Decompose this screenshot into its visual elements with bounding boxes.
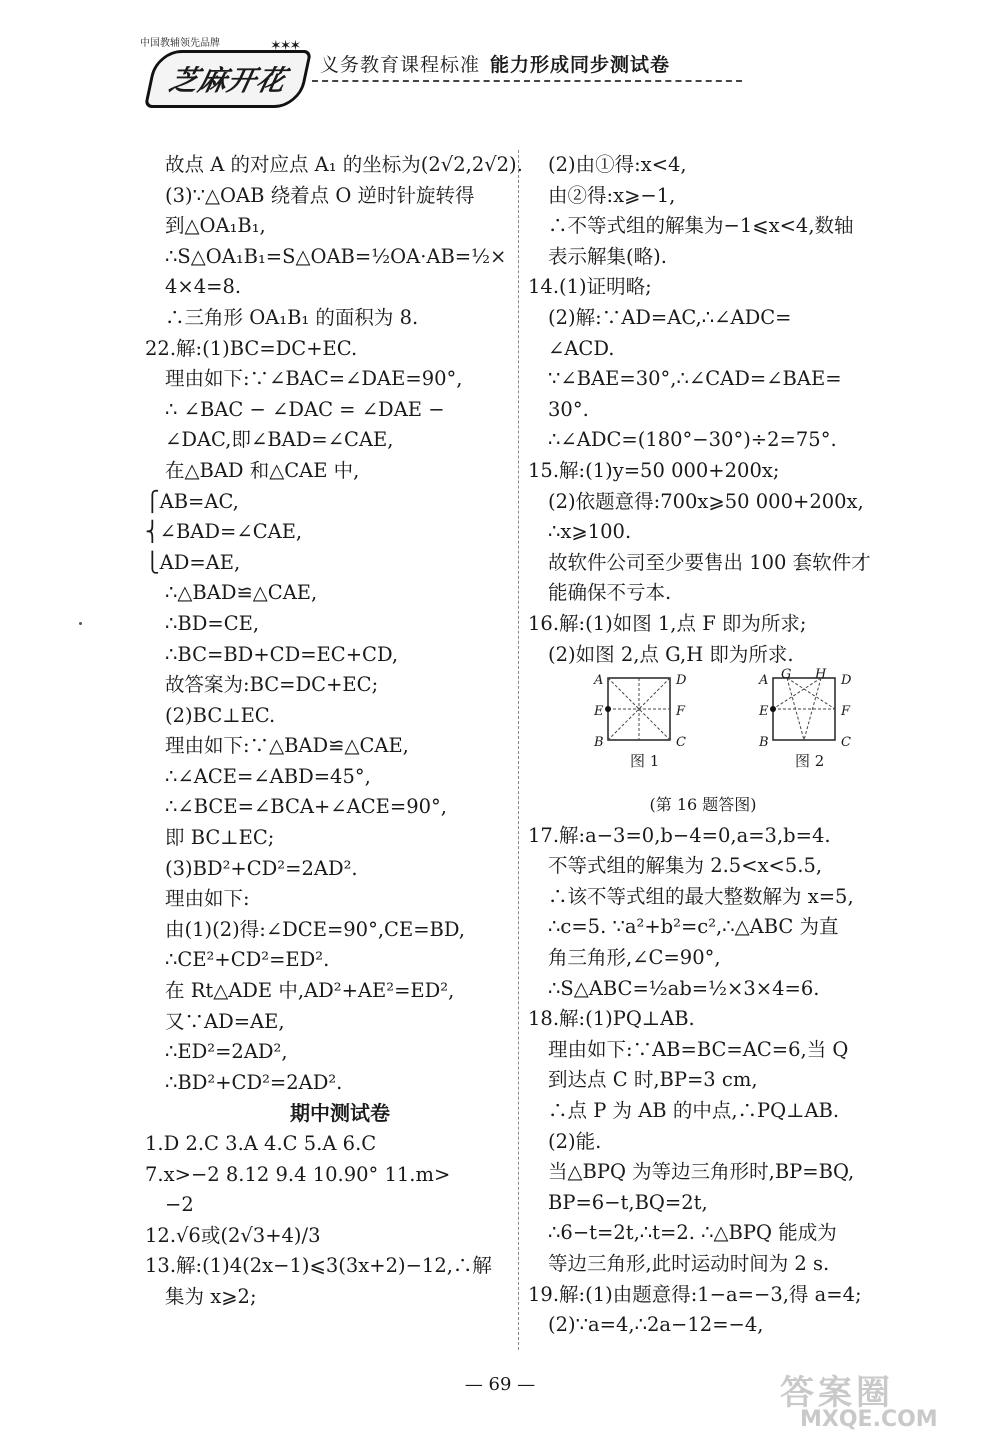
text-line: ∴∠BCE=∠BCA+∠ACE=90°, xyxy=(165,795,447,819)
text-line: ∴BD=CE, xyxy=(165,611,260,635)
figure-2 xyxy=(753,667,863,771)
text-line: ∴CE²+CD²=ED². xyxy=(165,948,330,972)
left-column xyxy=(145,150,523,1313)
text-line: (2)依题意得:700x⩾50 000+200x, xyxy=(548,489,864,513)
text-line: ∠ACD. xyxy=(548,336,615,360)
text-line: ∴∠ADC=(180°−30°)÷2=75°. xyxy=(548,428,837,452)
text-line: 集为 x⩾2; xyxy=(165,1284,257,1308)
text-line: 理由如下:∵∠BAC=∠DAE=90°, xyxy=(165,367,463,391)
text-line: ∴ ∠BAC − ∠DAC = ∠DAE − xyxy=(165,397,445,421)
label-A: A xyxy=(759,673,769,689)
text-line: ∴c=5. ∵a²+b²=c²,∴△ABC 为直 xyxy=(548,915,839,939)
text-line: 13.解:(1)4(2x−1)⩽3(3x+2)−12,∴解 xyxy=(145,1254,492,1278)
text-line: ∵∠BAE=30°,∴∠CAD=∠BAE= xyxy=(548,367,842,391)
text-line: (2)解:∵AD=AC,∴∠ADC= xyxy=(548,305,792,329)
text-line: 即 BC⊥EC; xyxy=(165,826,275,850)
figure-2-caption: 图 2 xyxy=(795,752,825,771)
text-line: 在 Rt△ADE 中,AD²+AE²=ED², xyxy=(165,979,455,1003)
brand-logo xyxy=(140,32,310,110)
text-line: 22.解:(1)BC=DC+EC. xyxy=(145,336,358,360)
watermark-text: 答案圈 xyxy=(780,1373,894,1413)
text-line: ∴6−t=2t,∴t=2. ∴△BPQ 能成为 xyxy=(548,1221,837,1245)
text-line: 故软件公司至少要售出 100 套软件才 xyxy=(548,550,871,574)
watermark xyxy=(780,1365,970,1435)
text-line: ∴S△ABC=½ab=½×3×4=6. xyxy=(548,976,820,1000)
label-D: D xyxy=(841,673,852,689)
brand-tagline: 中国教辅领先品牌 xyxy=(140,38,220,49)
text-line: 理由如下:∵AB=BC=AC=6,当 Q xyxy=(548,1037,849,1061)
text-line: (2)能. xyxy=(548,1129,602,1153)
text-line: 14.(1)证明略; xyxy=(528,275,652,299)
header-rule xyxy=(312,80,742,82)
text-line: 4×4=8. xyxy=(165,275,242,299)
series-title xyxy=(320,50,670,77)
text-line: ∴点 P 为 AB 的中点,∴PQ⊥AB. xyxy=(548,1099,840,1123)
label-D: D xyxy=(676,673,687,689)
label-B: B xyxy=(759,735,769,751)
text-line: 由②得:x⩾−1, xyxy=(548,183,676,207)
text-line: ∴ED²=2AD², xyxy=(165,1040,288,1064)
text-line: ⎧AB=AC, xyxy=(145,489,239,513)
text-line: (3)BD²+CD²=2AD². xyxy=(165,856,358,880)
text-line: 又∵AD=AE, xyxy=(165,1009,285,1033)
text-line: ∠DAC,即∠BAD=∠CAE, xyxy=(165,428,394,452)
text-line: 18.解:(1)PQ⊥AB. xyxy=(528,1007,695,1031)
label-F: F xyxy=(676,704,686,720)
text-line: 到△OA₁B₁, xyxy=(165,214,266,238)
text-line: 故答案为:BC=DC+EC; xyxy=(165,673,379,697)
book-title: 能力形成同步测试卷 xyxy=(490,54,671,76)
figure-1-caption: 图 1 xyxy=(630,752,660,771)
figure-16 xyxy=(558,667,908,790)
text-line: 角三角形,∠C=90°, xyxy=(548,946,721,970)
text-line: 理由如下:∵△BAD≌△CAE, xyxy=(165,734,409,758)
text-line: ⎨∠BAD=∠CAE, xyxy=(145,520,303,544)
text-line: 由(1)(2)得:∠DCE=90°,CE=BD, xyxy=(165,917,466,941)
text-line: ∴不等式组的解集为−1⩽x<4,数轴 xyxy=(548,214,854,238)
text-line: 30°. xyxy=(548,397,589,421)
text-line: 1.D 2.C 3.A 4.C 5.A 6.C xyxy=(145,1132,377,1155)
text-line: −2 xyxy=(165,1193,194,1217)
text-line: 到达点 C 时,BP=3 cm, xyxy=(548,1068,758,1092)
text-line: 表示解集(略). xyxy=(548,244,667,268)
text-line: 19.解:(1)由题意得:1−a=−3,得 a=4; xyxy=(528,1282,862,1306)
text-line: ⎩AD=AE, xyxy=(145,550,241,574)
text-line: ∴∠ACE=∠ABD=45°, xyxy=(165,764,371,788)
stray-dot xyxy=(79,622,82,625)
logo-wordmark: 芝麻开花 xyxy=(144,50,312,108)
text-line: 不等式组的解集为 2.5<x<5.5, xyxy=(548,854,823,878)
text-line: 当△BPQ 为等边三角形时,BP=BQ, xyxy=(548,1160,855,1184)
text-line: (2)由①得:x<4, xyxy=(548,153,687,176)
figure-note: (第 16 题答图) xyxy=(649,795,757,815)
label-A: A xyxy=(594,673,604,689)
label-E: E xyxy=(759,704,769,720)
curriculum-label: 义务教育课程标准 xyxy=(320,54,481,76)
text-line: (2)∵a=4,∴2a−12=−4, xyxy=(548,1313,764,1337)
label-C: C xyxy=(841,735,851,751)
watermark-url: MXQE.COM xyxy=(800,1407,938,1432)
label-H: H xyxy=(815,667,827,683)
label-F: F xyxy=(841,704,851,720)
text-line: ∴BD²+CD²=2AD². xyxy=(165,1070,343,1094)
label-B: B xyxy=(594,735,604,751)
text-line: 12.√6或(2√3+4)/3 xyxy=(145,1223,321,1247)
label-C: C xyxy=(676,735,686,751)
text-line: 15.解:(1)y=50 000+200x; xyxy=(528,458,780,482)
page-number: — 69 — xyxy=(464,1374,536,1395)
text-line: 在△BAD 和△CAE 中, xyxy=(165,458,360,482)
text-line: 等边三角形,此时运动时间为 2 s. xyxy=(548,1252,830,1275)
text-line: ∴该不等式组的最大整数解为 x=5, xyxy=(548,884,854,908)
text-line: 故点 A 的对应点 A₁ 的坐标为(2√2,2√2). xyxy=(165,153,523,176)
label-G: G xyxy=(781,667,792,683)
text-line: (3)∵△OAB 绕着点 O 逆时针旋转得 xyxy=(165,183,475,207)
right-column xyxy=(528,150,908,1341)
text-line: 7.x>−2 8.12 9.4 10.90° 11.m> xyxy=(145,1162,451,1186)
text-line: 17.解:a−3=0,b−4=0,a=3,b=4. xyxy=(528,823,831,847)
text-line: ∴S△OA₁B₁=S△OAB=½OA·AB=½× xyxy=(165,244,507,268)
page-header xyxy=(140,32,740,112)
column-divider xyxy=(518,150,519,1350)
figure-1 xyxy=(588,670,698,771)
text-line: ∴三角形 OA₁B₁ 的面积为 8. xyxy=(165,305,419,329)
text-line: (2)BC⊥EC. xyxy=(165,703,276,727)
text-line: (2)如图 2,点 G,H 即为所求. xyxy=(548,642,794,666)
section-title: 期中测试卷 xyxy=(290,1101,390,1126)
text-line: ∴△BAD≌△CAE, xyxy=(165,581,318,605)
text-line: 理由如下: xyxy=(165,887,250,911)
label-E: E xyxy=(594,704,604,720)
text-line: ∴x⩾100. xyxy=(548,520,632,544)
text-line: 能确保不亏本. xyxy=(548,581,672,605)
text-line: ∴BC=BD+CD=EC+CD, xyxy=(165,642,399,666)
text-line: 16.解:(1)如图 1,点 F 即为所求; xyxy=(528,611,807,635)
text-line: BP=6−t,BQ=2t, xyxy=(548,1190,708,1214)
stars-icon: ✶✶✶ xyxy=(270,38,300,54)
